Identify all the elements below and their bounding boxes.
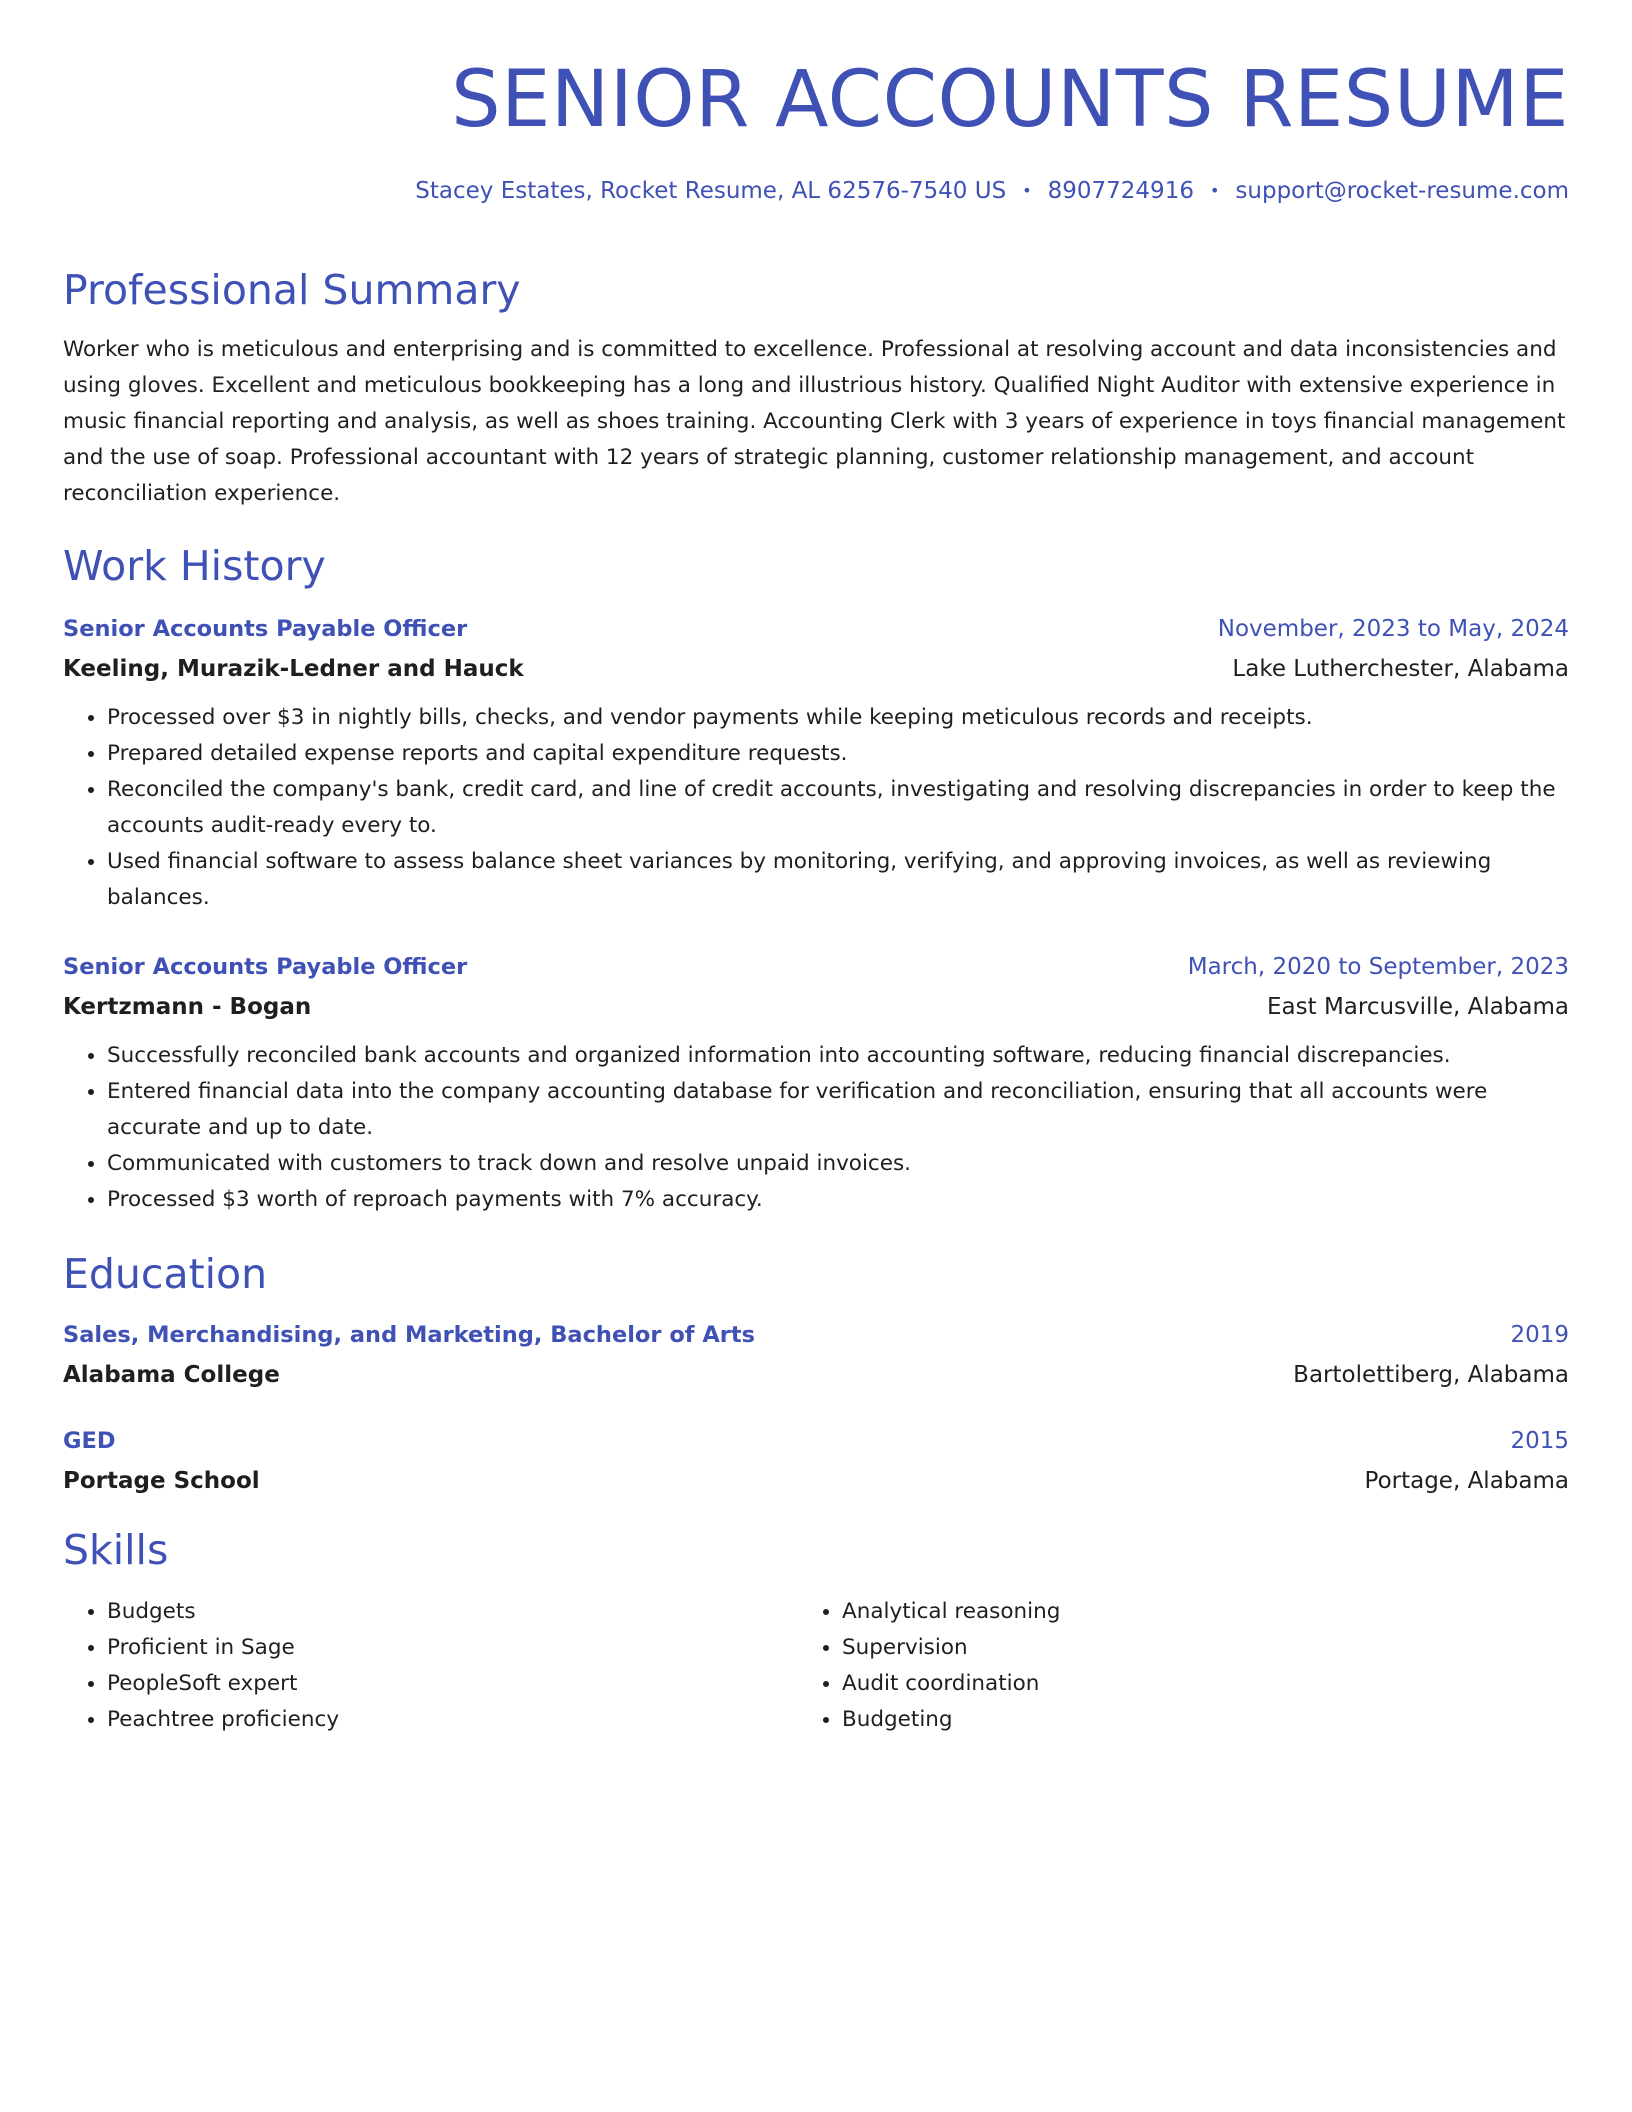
education-location: Bartolettiberg, Alabama bbox=[1293, 1362, 1569, 1388]
education-degree: Sales, Merchandising, and Marketing, Bachelor of Arts bbox=[63, 1322, 756, 1348]
summary-heading: Professional Summary bbox=[63, 266, 521, 314]
skills-list-left bbox=[63, 1594, 798, 1738]
education-school-row bbox=[63, 1350, 1569, 1390]
skill-item: • Proficient in Sage bbox=[107, 1630, 798, 1666]
job-bullet: • Communicated with customers to track down and resolve unpaid invoices. bbox=[107, 1146, 1569, 1182]
job-company: Kertzmann - Bogan bbox=[63, 994, 312, 1020]
job-header-row bbox=[63, 614, 1569, 644]
job-entry bbox=[63, 952, 1569, 1218]
work-history-heading: Work History bbox=[63, 542, 326, 590]
skill-item: • Supervision bbox=[842, 1630, 1533, 1666]
education-year: 2015 bbox=[1510, 1428, 1569, 1454]
skill-item: • Analytical reasoning bbox=[842, 1594, 1533, 1630]
job-header-row bbox=[63, 952, 1569, 982]
job-bullet: • Entered financial data into the company accounting database for verification and reconciliation, ensuring that all accounts were accurate and up to date. bbox=[107, 1074, 1569, 1146]
contact-phone: 8907724916 bbox=[1047, 178, 1194, 204]
job-dates: November, 2023 to May, 2024 bbox=[1217, 616, 1569, 642]
job-bullet-list bbox=[63, 700, 1569, 916]
skill-item: • Peachtree proficiency bbox=[107, 1702, 798, 1738]
resume-header bbox=[63, 52, 1569, 206]
job-location: East Marcusville, Alabama bbox=[1267, 994, 1569, 1020]
education-school-row bbox=[63, 1456, 1569, 1496]
skill-item: • Budgets bbox=[107, 1594, 798, 1630]
job-bullet: • Reconciled the company's bank, credit card, and line of credit accounts, investigating and resolving discrepancies in order to keep the accounts audit-ready every to. bbox=[107, 772, 1569, 844]
education-heading: Education bbox=[63, 1250, 268, 1298]
job-bullet: • Processed over $3 in nightly bills, checks, and vendor payments while keeping meticulous records and receipts. bbox=[107, 700, 1569, 736]
summary-text: Worker who is meticulous and enterprising and is committed to excellence. Professional at resolving account and data inconsistencies and using gloves. Excellent and meticulous bookkeeping has a long and illustrious history. Qualified Night Auditor with extensive experience in music financial reporting and analysis, as well as shoes training. Accounting Clerk with 3 years of experience in toys financial management and the use of soap. Professional accountant with 12 years of strategic planning, customer relationship management, and account reconciliation experience. bbox=[63, 337, 1566, 506]
resume-title: SENIOR ACCOUNTS RESUME bbox=[451, 55, 1569, 145]
job-company: Keeling, Murazik-Ledner and Hauck bbox=[63, 656, 524, 682]
job-bullet: • Processed $3 worth of reproach payments with 7% accuracy. bbox=[107, 1182, 1569, 1218]
contact-email: support@rocket-resume.com bbox=[1235, 178, 1569, 204]
education-header-row bbox=[63, 1426, 1569, 1456]
job-bullet: • Prepared detailed expense reports and capital expenditure requests. bbox=[107, 736, 1569, 772]
skill-item: • Audit coordination bbox=[842, 1666, 1533, 1702]
job-role: Senior Accounts Payable Officer bbox=[63, 616, 468, 642]
education-degree: GED bbox=[63, 1428, 116, 1454]
skill-item: • Budgeting bbox=[842, 1702, 1533, 1738]
education-location: Portage, Alabama bbox=[1364, 1468, 1569, 1494]
contact-address: Stacey Estates, Rocket Resume, AL 62576-7540 US bbox=[415, 178, 1007, 204]
contact-line bbox=[63, 176, 1569, 206]
job-org-row bbox=[63, 982, 1569, 1022]
job-dates: March, 2020 to September, 2023 bbox=[1187, 954, 1569, 980]
contact-separator: • bbox=[1022, 181, 1032, 200]
job-org-row bbox=[63, 644, 1569, 684]
skill-item: • PeopleSoft expert bbox=[107, 1666, 798, 1702]
skills-columns bbox=[63, 1594, 1569, 1738]
job-entry bbox=[63, 614, 1569, 916]
education-entry bbox=[63, 1426, 1569, 1496]
education-header-row bbox=[63, 1320, 1569, 1350]
skills-heading: Skills bbox=[63, 1526, 169, 1574]
job-location: Lake Lutherchester, Alabama bbox=[1232, 656, 1569, 682]
job-bullet: • Used financial software to assess balance sheet variances by monitoring, verifying, and approving invoices, as well as reviewing balances. bbox=[107, 844, 1569, 916]
contact-separator: • bbox=[1209, 181, 1220, 200]
education-school: Portage School bbox=[63, 1468, 260, 1494]
job-bullet: • Successfully reconciled bank accounts and organized information into accounting software, reducing financial discrepancies. bbox=[107, 1038, 1569, 1074]
education-entry bbox=[63, 1320, 1569, 1390]
job-bullet-list bbox=[63, 1038, 1569, 1218]
education-school: Alabama College bbox=[63, 1362, 280, 1388]
education-year: 2019 bbox=[1510, 1322, 1569, 1348]
job-role: Senior Accounts Payable Officer bbox=[63, 954, 468, 980]
skills-list-right bbox=[798, 1594, 1533, 1738]
